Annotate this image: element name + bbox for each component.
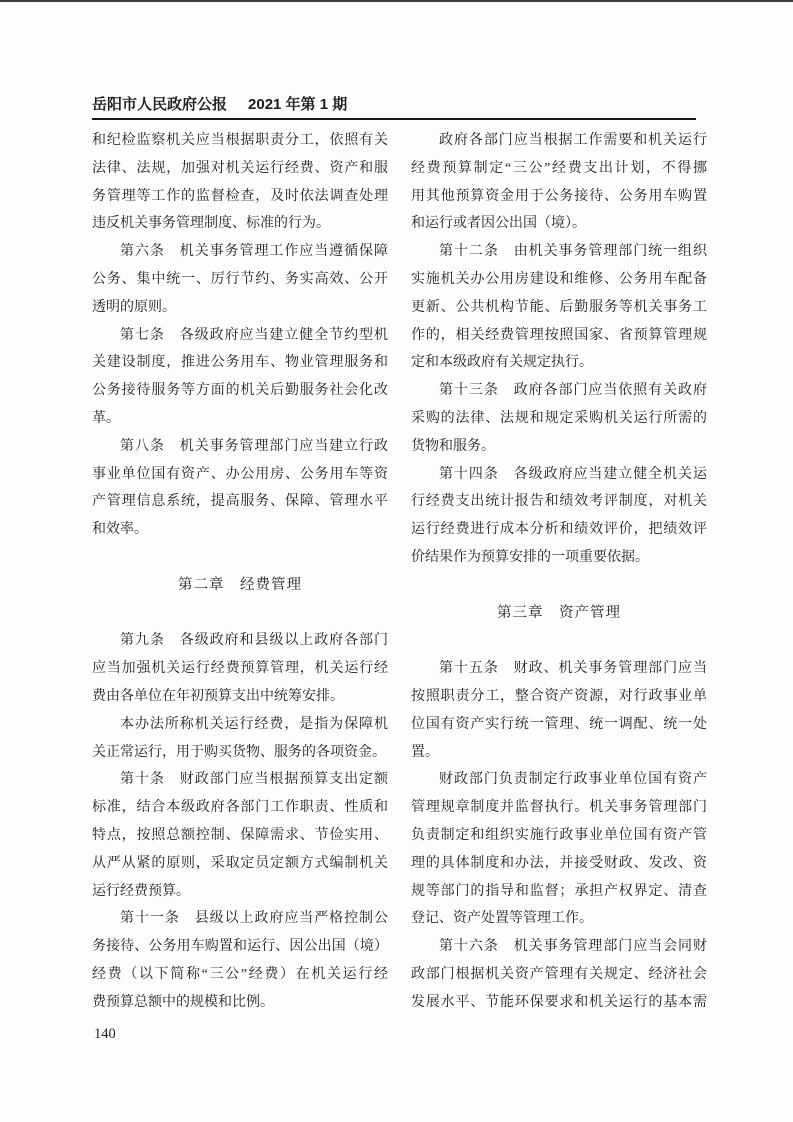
- text-line: 政府各部门应当根据工作需要和机关运行: [439, 133, 707, 148]
- text-line: 和纪检监察机关应当根据职责分工，依照有关: [92, 133, 388, 148]
- text-line: 第十五条 财政、机关事务管理部门应当: [439, 661, 707, 677]
- text-line: 事业单位国有资产、办公用房、公务用车等资: [92, 466, 388, 482]
- text-line: 公务接待服务等方面的机关后勤服务社会化改: [92, 383, 388, 399]
- text-line: 采购的法律、法规和规定采购机关运行所需的: [411, 410, 707, 426]
- text-line: 作的，相关经费管理按照国家、省预算管理规: [411, 327, 707, 343]
- text-line: 运行经费预算。: [92, 883, 190, 899]
- paragraph: [411, 238, 707, 377]
- text-line: 关正常运行，用于购买货物、服务的各项资金。: [92, 744, 386, 760]
- text-line: 更新、公共机构节能、后勤服务等机关事务工: [411, 299, 707, 315]
- paragraph: [411, 933, 707, 1016]
- paragraph: [411, 127, 707, 238]
- text-line: 行经费支出统计报告和绩效考评制度，对机关: [411, 494, 707, 510]
- text-line: 费由各单位在年初预算支出中统筹安排。: [92, 688, 344, 704]
- text-line: 负责制定和组织实施行政事业单位国有资产管: [411, 827, 707, 843]
- text-line: 费预算总额中的规模和比例。: [92, 994, 274, 1010]
- issue-label: 2021 年第 1 期: [248, 96, 348, 113]
- paragraph: [92, 766, 388, 905]
- scan-edge-line: [0, 0, 793, 2]
- text-line: 第九条 各级政府和县级以上政府各部门: [120, 633, 388, 649]
- text-line: 公务、集中统一、厉行节约、务实高效、公开: [92, 271, 388, 287]
- text-line: 从严从紧的原则，采取定员定额方式编制机关: [92, 855, 388, 871]
- text-line: 登记、资产处置等管理工作。: [411, 911, 593, 927]
- text-line: 第六条 机关事务管理工作应当遵循保障: [120, 244, 388, 260]
- text-line: 置。: [411, 744, 439, 760]
- text-line: 本办法所称机关运行经费，是指为保障机: [120, 716, 388, 732]
- text-line: 定和本级政府有关规定执行。: [411, 355, 593, 371]
- text-line: 理的具体制度和办法，并接受财政、发改、资: [411, 855, 707, 871]
- paragraph: [92, 127, 388, 238]
- text-line: 运行经费进行成本分析和绩效评价，把绩效评: [411, 522, 707, 538]
- page-number: 140: [94, 1026, 116, 1042]
- text-line: 用其他预算资金用于公务接待、公务用车购置: [411, 188, 707, 204]
- text-line: 革。: [92, 410, 120, 426]
- text-line: 第七条 各级政府应当建立健全节约型机: [120, 327, 388, 343]
- text-line: 规等部门的指导和监督；承担产权界定、清查: [411, 883, 707, 899]
- text-line: 透明的原则。: [92, 299, 176, 315]
- text-line: 管理规章制度并监督执行。机关事务管理部门: [411, 800, 707, 816]
- text-line: 货物和服务。: [411, 438, 495, 454]
- text-line: 法律、法规，加强对机关运行经费、资产和服: [92, 160, 388, 176]
- text-line: 经费预算制定“三公”经费支出计划，不得挪: [411, 160, 707, 176]
- text-line: 价结果作为预算安排的一项重要依据。: [411, 549, 649, 565]
- text-line: 第十四条 各级政府应当建立健全机关运: [439, 466, 707, 482]
- text-line: 经费（以下简称“三公”经费）在机关运行经: [92, 966, 388, 982]
- text-line: 和运行或者因公出国（境）。: [411, 216, 586, 232]
- page-header: [92, 96, 696, 120]
- left-column: [92, 127, 388, 1017]
- paragraph: [92, 433, 388, 544]
- text-line: 违反机关事务管理制度、标准的行为。: [92, 216, 330, 232]
- gazette-title: 岳阳市人民政府公报: [92, 96, 228, 113]
- text-line: 实施机关办公用房建设和维修、公务用车配备: [411, 271, 707, 287]
- paragraph: [411, 461, 707, 572]
- chapter-heading: 第三章 资产管理: [497, 604, 621, 621]
- text-line: 第十二条 由机关事务管理部门统一组织: [439, 244, 707, 260]
- paragraph: [411, 377, 707, 460]
- text-line: 务接待、公务用车购置和运行、因公出国（境）: [92, 939, 388, 955]
- paragraph: [92, 627, 388, 710]
- paragraph: [92, 322, 388, 433]
- text-line: 特点，按照总额控制、保障需求、节俭实用、: [92, 827, 388, 843]
- text-line: 发展水平、节能环保要求和机关运行的基本需: [411, 994, 707, 1010]
- text-line: 位国有资产实行统一管理、统一调配、统一处: [411, 716, 707, 732]
- paragraph: [92, 238, 388, 321]
- text-line: 财政部门负责制定行政事业单位国有资产: [439, 772, 707, 788]
- paragraph: [411, 655, 707, 766]
- paragraph: [92, 905, 388, 1016]
- text-line: 标准，结合本级政府各部门工作职责、性质和: [92, 800, 388, 816]
- text-line: 和效率。: [92, 522, 148, 538]
- text-line: 按照职责分工，整合资产资源，对行政事业单: [411, 688, 707, 704]
- text-line: 第十六条 机关事务管理部门应当会同财: [439, 939, 707, 955]
- text-line: 应当加强机关运行经费预算管理，机关运行经: [92, 661, 388, 677]
- paragraph: [92, 711, 388, 767]
- text-line: 第八条 机关事务管理部门应当建立行政: [120, 438, 388, 454]
- text-line: 政部门根据机关资产管理有关规定、经济社会: [411, 966, 707, 982]
- right-column: [411, 127, 707, 1017]
- text-line: 关建设制度，推进公务用车、物业管理服务和: [92, 355, 388, 371]
- chapter-heading: 第二章 经费管理: [178, 576, 302, 593]
- text-line: 第十一条 县级以上政府应当严格控制公: [120, 911, 388, 927]
- text-line: 第十三条 政府各部门应当依照有关政府: [439, 383, 707, 399]
- paragraph: [411, 766, 707, 933]
- text-line: 务管理等工作的监督检查，及时依法调查处理: [92, 188, 388, 204]
- text-line: 第十条 财政部门应当根据预算支出定额: [120, 772, 388, 788]
- text-line: 产管理信息系统，提高服务、保障、管理水平: [92, 494, 388, 510]
